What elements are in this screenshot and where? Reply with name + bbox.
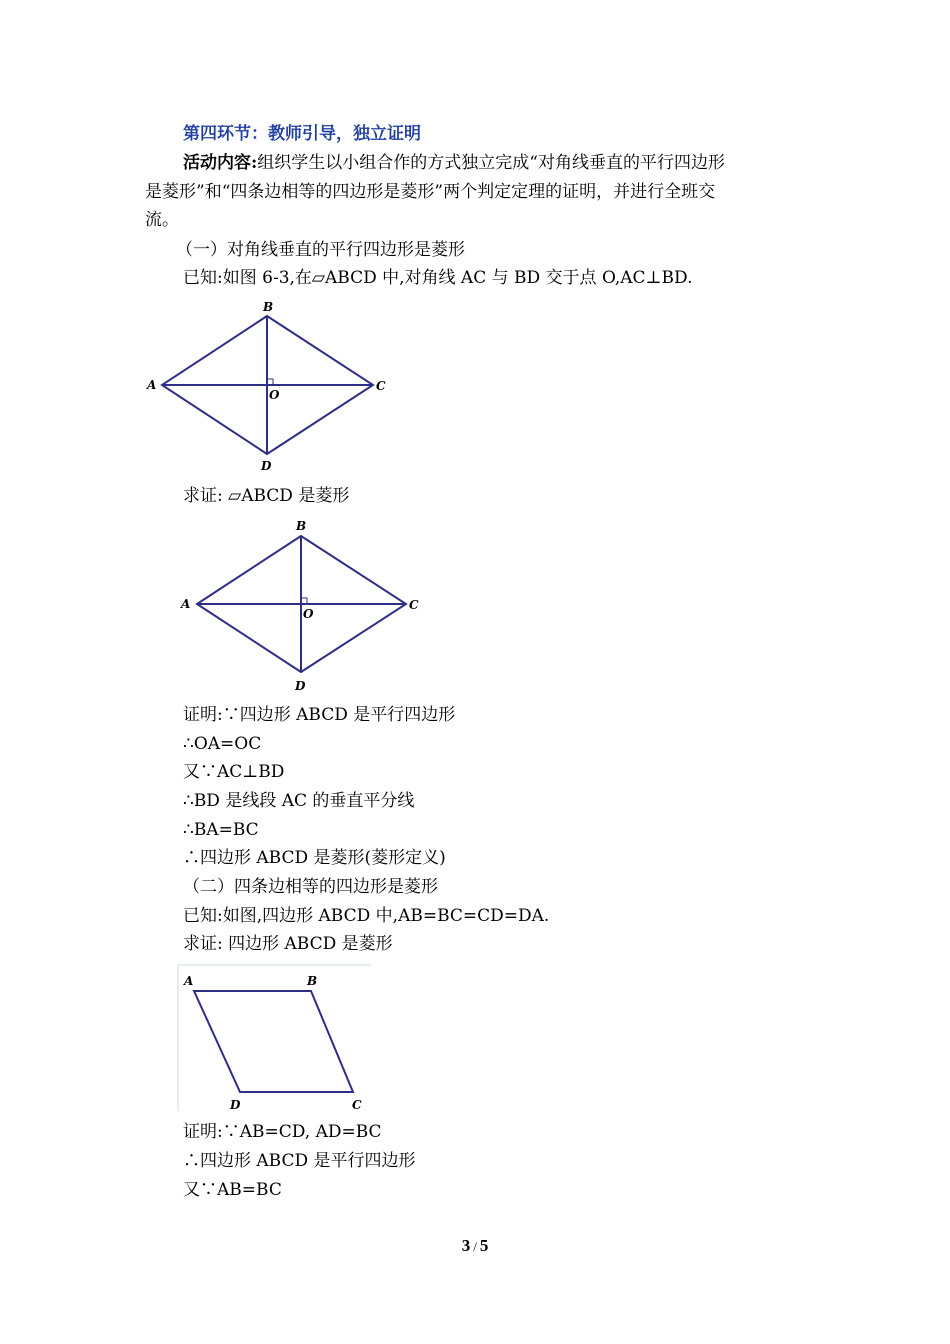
activity-text-1: 组织学生以小组合作的方式独立完成“对角线垂直的平行四边形 xyxy=(257,153,725,173)
part2-proof-1: 证明:∵AB=CD, AD=BC xyxy=(183,1122,382,1142)
page-number xyxy=(0,1236,950,1256)
activity-line-1 xyxy=(183,151,725,175)
fig1-label-b: B xyxy=(263,300,274,314)
part1-prove: 求证: ▱ABCD 是菱形 xyxy=(183,486,350,506)
fig2-label-d: D xyxy=(295,679,306,693)
figure-rhombus-3 xyxy=(176,963,376,1115)
part1-proof-3: 又∵AC⊥BD xyxy=(183,762,285,782)
part2-proof-2: ∴四边形 ABCD 是平行四边形 xyxy=(183,1151,416,1171)
figure-rhombus-1 xyxy=(140,296,400,476)
fig1-label-a: A xyxy=(147,378,157,392)
part2-proof-3: 又∵AB=BC xyxy=(183,1180,282,1200)
fig1-label-c: C xyxy=(376,379,386,393)
activity-line-3: 流。 xyxy=(145,210,179,230)
fig3-label-a: A xyxy=(184,974,194,988)
fig2-label-a: A xyxy=(181,597,191,611)
part2-given: 已知:如图,四边形 ABCD 中,AB=BC=CD=DA. xyxy=(183,906,550,926)
fig3-label-b: B xyxy=(307,974,318,988)
part1-proof-4: ∴BD 是线段 AC 的垂直平分线 xyxy=(183,791,415,811)
activity-label: 活动内容: xyxy=(183,153,258,173)
fig1-label-d: D xyxy=(261,459,272,473)
part1-proof-6: ∴四边形 ABCD 是菱形(菱形定义) xyxy=(183,848,446,868)
page-total: 5 xyxy=(479,1236,489,1255)
fig1-label-o: O xyxy=(269,388,280,402)
fig2-label-c: C xyxy=(409,598,419,612)
part2-prove: 求证: 四边形 ABCD 是菱形 xyxy=(183,934,393,954)
part1-title: （一）对角线垂直的平行四边形是菱形 xyxy=(176,240,465,260)
page-separator: / xyxy=(473,1239,477,1254)
figure-rhombus-2 xyxy=(175,515,425,695)
fig3-label-c: C xyxy=(352,1098,362,1112)
fig3-label-d: D xyxy=(230,1098,241,1112)
part1-proof-1: 证明:∵四边形 ABCD 是平行四边形 xyxy=(183,705,456,725)
section-title: 第四环节：教师引导，独立证明 xyxy=(183,124,421,144)
fig2-label-b: B xyxy=(296,519,307,533)
part1-proof-2: ∴OA=OC xyxy=(183,734,262,754)
part1-given: 已知:如图 6-3,在▱ABCD 中,对角线 AC 与 BD 交于点 O,AC⊥BD. xyxy=(183,268,693,288)
fig2-label-o: O xyxy=(303,607,314,621)
page-current: 3 xyxy=(461,1236,471,1255)
activity-line-2: 是菱形”和“四条边相等的四边形是菱形”两个判定定理的证明，并进行全班交 xyxy=(145,182,716,202)
part1-proof-5: ∴BA=BC xyxy=(183,820,259,840)
part2-title: （二）四条边相等的四边形是菱形 xyxy=(183,877,438,897)
